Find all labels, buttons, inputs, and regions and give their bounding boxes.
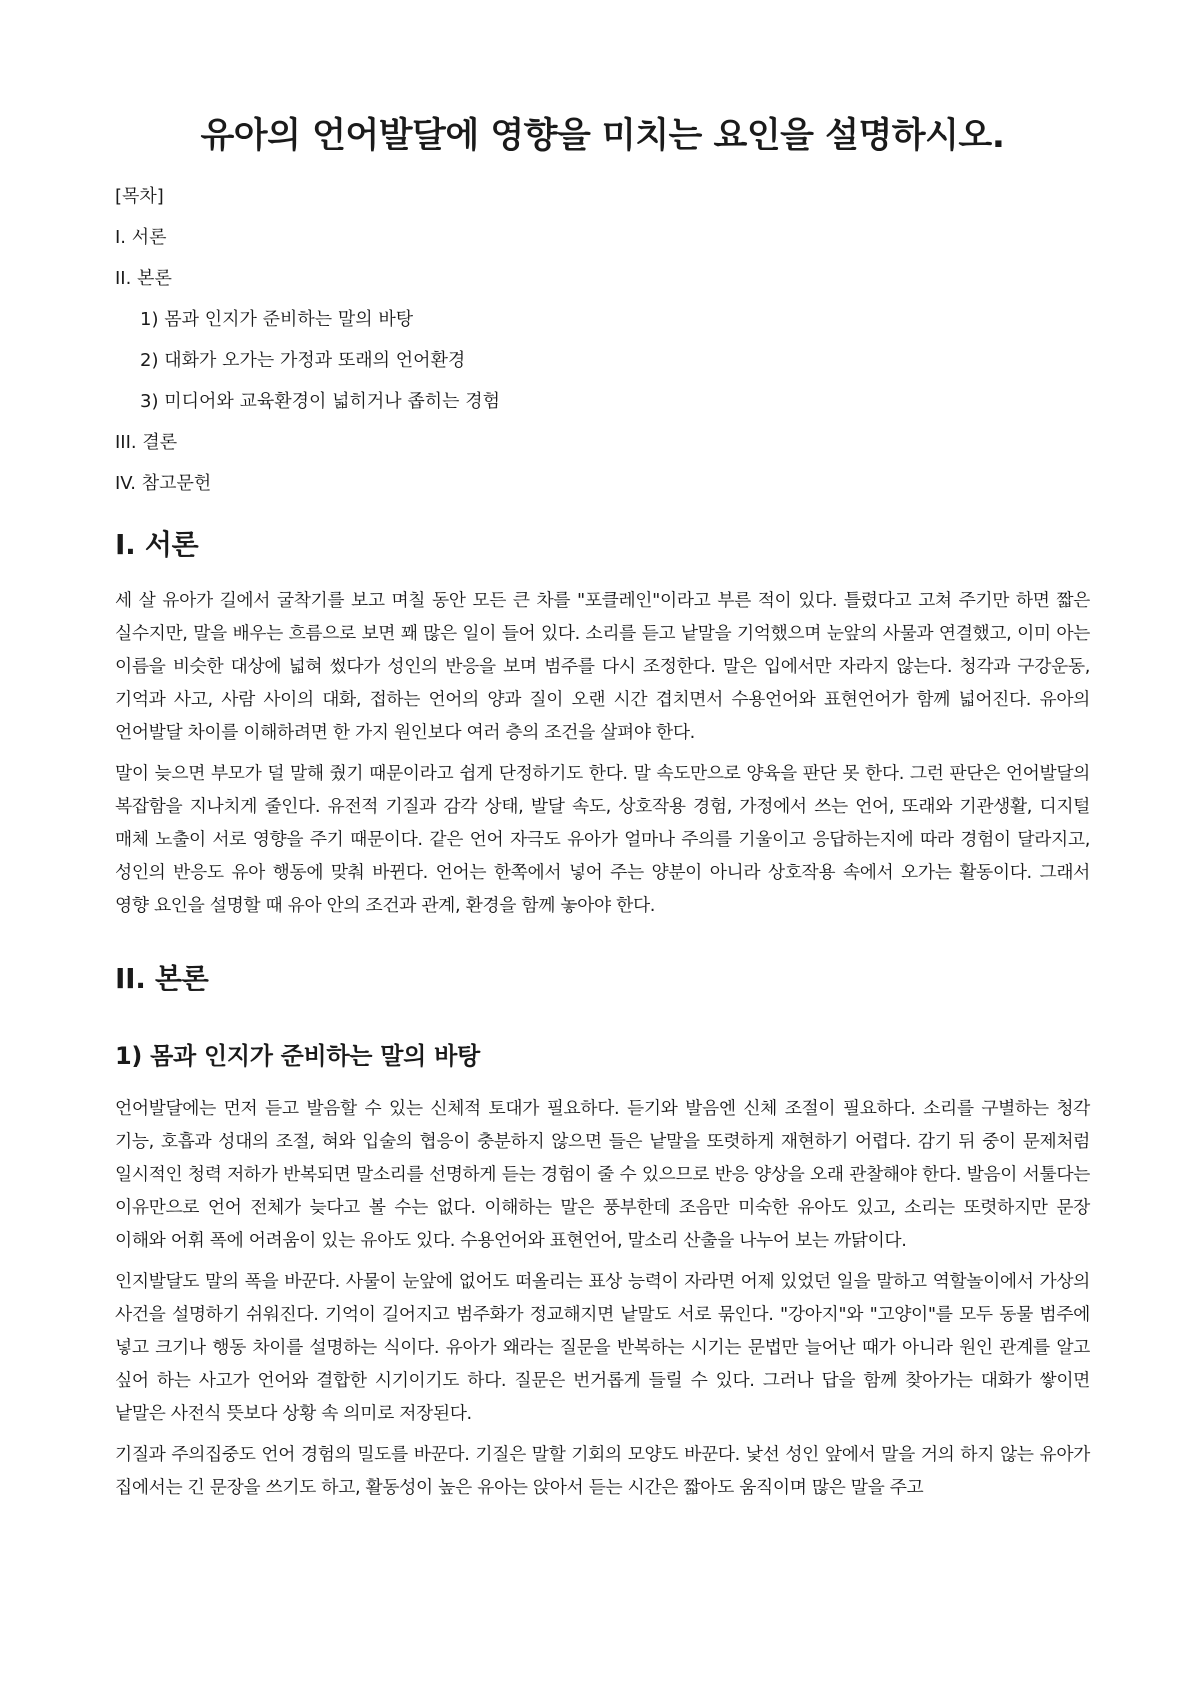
subsection-heading: 1) 몸과 인지가 준비하는 말의 바탕 (115, 1042, 480, 1070)
intro-paragraph: 세 살 유아가 길에서 굴착기를 보고 며칠 동안 모든 큰 차를 "포클레인"이라고 부른 적이 있다. 틀렸다고 고쳐 주기만 하면 짧은 실수지만, 말을 배우는 흐름으로 보면 꽤 많은 일이 들어 있다. 소리를 듣고 낱말을 기억했으며 눈앞의 사물과 연결했고, 이미 아는 이름을 비슷한 대상에 넓혀 썼다가 성인의 반응을 보며 범주를 다시 조정한다. 말은 입에서만 자라지 않는다. 청각과 구강운동, 기억과 사고, 사람 사이의 대화, 접하는 언어의 양과 질이 오랜 시간 겹치면서 수용언어와 표현언어가 함께 넓어진다. 유아의 언어발달 차이를 이해하려면 한 가지 원인보다 여러 층의 조건을 살펴야 한다. (115, 590, 1090, 743)
section-heading-body: II. 본론 (115, 962, 209, 995)
intro-paragraph: 말이 늦으면 부모가 덜 말해 줬기 때문이라고 쉽게 단정하기도 한다. 말 속도만으로 양육을 판단 못 한다. 그런 판단은 언어발달의 복잡함을 지나치게 줄인다. 유전적 기질과 감각 상태, 발달 속도, 상호작용 경험, 가정에서 쓰는 언어, 또래와 기관생활, 디지털 매체 노출이 서로 영향을 주기 때문이다. 같은 언어 자극도 유아가 얼마나 주의를 기울이고 응답하는지에 따라 경험이 달라지고, 성인의 반응도 유아 행동에 맞춰 바뀐다. 언어는 한쪽에서 넣어 주는 양분이 아니라 상호작용 속에서 오가는 활동이다. 그래서 영향 요인을 설명할 때 유아 안의 조건과 관계, 환경을 함께 놓아야 한다. (115, 763, 1090, 916)
toc-item: I. 서론 (115, 227, 167, 248)
section-heading-intro: I. 서론 (115, 528, 199, 561)
toc-item: 2) 대화가 오가는 가정과 또래의 언어환경 (140, 350, 466, 371)
toc-label: [목차] (115, 186, 164, 207)
toc-item: 1) 몸과 인지가 준비하는 말의 바탕 (140, 309, 414, 330)
toc-item: 3) 미디어와 교육환경이 넓히거나 좁히는 경험 (140, 391, 501, 412)
toc-list (115, 217, 1090, 504)
toc-item: IV. 참고문헌 (115, 473, 212, 494)
table-of-contents (115, 176, 1090, 504)
toc-item: III. 결론 (115, 432, 178, 453)
body-paragraph: 언어발달에는 먼저 듣고 발음할 수 있는 신체적 토대가 필요하다. 듣기와 발음엔 신체 조절이 필요하다. 소리를 구별하는 청각 기능, 호흡과 성대의 조절, 혀와 입술의 협응이 충분하지 않으면 들은 낱말을 또렷하게 재현하기 어렵다. 감기 뒤 중이 문제처럼 일시적인 청력 저하가 반복되면 말소리를 선명하게 듣는 경험이 줄 수 있으므로 반응 양상을 오래 관찰해야 한다. 발음이 서툴다는 이유만으로 언어 전체가 늦다고 볼 수는 없다. 이해하는 말은 풍부한데 조음만 미숙한 유아도 있고, 소리는 또렷하지만 문장 이해와 어휘 폭에 어려움이 있는 유아도 있다. 수용언어와 표현언어, 말소리 산출을 나누어 보는 까닭이다. (115, 1098, 1090, 1251)
body-paragraph: 기질과 주의집중도 언어 경험의 밀도를 바꾼다. 기질은 말할 기회의 모양도 바꾼다. 낯선 성인 앞에서 말을 거의 하지 않는 유아가 집에서는 긴 문장을 쓰기도 하고, 활동성이 높은 유아는 앉아서 듣는 시간은 짧아도 움직이며 많은 말을 주고 (115, 1444, 1090, 1498)
document-title: 유아의 언어발달에 영향을 미치는 요인을 설명하시오. (200, 116, 1005, 156)
toc-item: II. 본론 (115, 268, 172, 289)
body-paragraph: 인지발달도 말의 폭을 바꾼다. 사물이 눈앞에 없어도 떠올리는 표상 능력이 자라면 어제 있었던 일을 말하고 역할놀이에서 가상의 사건을 설명하기 쉬워진다. 기억이 길어지고 범주화가 정교해지면 낱말도 서로 묶인다. "강아지"와 "고양이"를 모두 동물 범주에 넣고 크기나 행동 차이를 설명하는 식이다. 유아가 왜라는 질문을 반복하는 시기는 문법만 늘어난 때가 아니라 원인 관계를 알고 싶어 하는 사고가 언어와 결합한 시기이기도 하다. 질문은 번거롭게 들릴 수 있다. 그러나 답을 함께 찾아가는 대화가 쌓이면 낱말은 사전식 뜻보다 상황 속 의미로 저장된다. (115, 1271, 1090, 1424)
